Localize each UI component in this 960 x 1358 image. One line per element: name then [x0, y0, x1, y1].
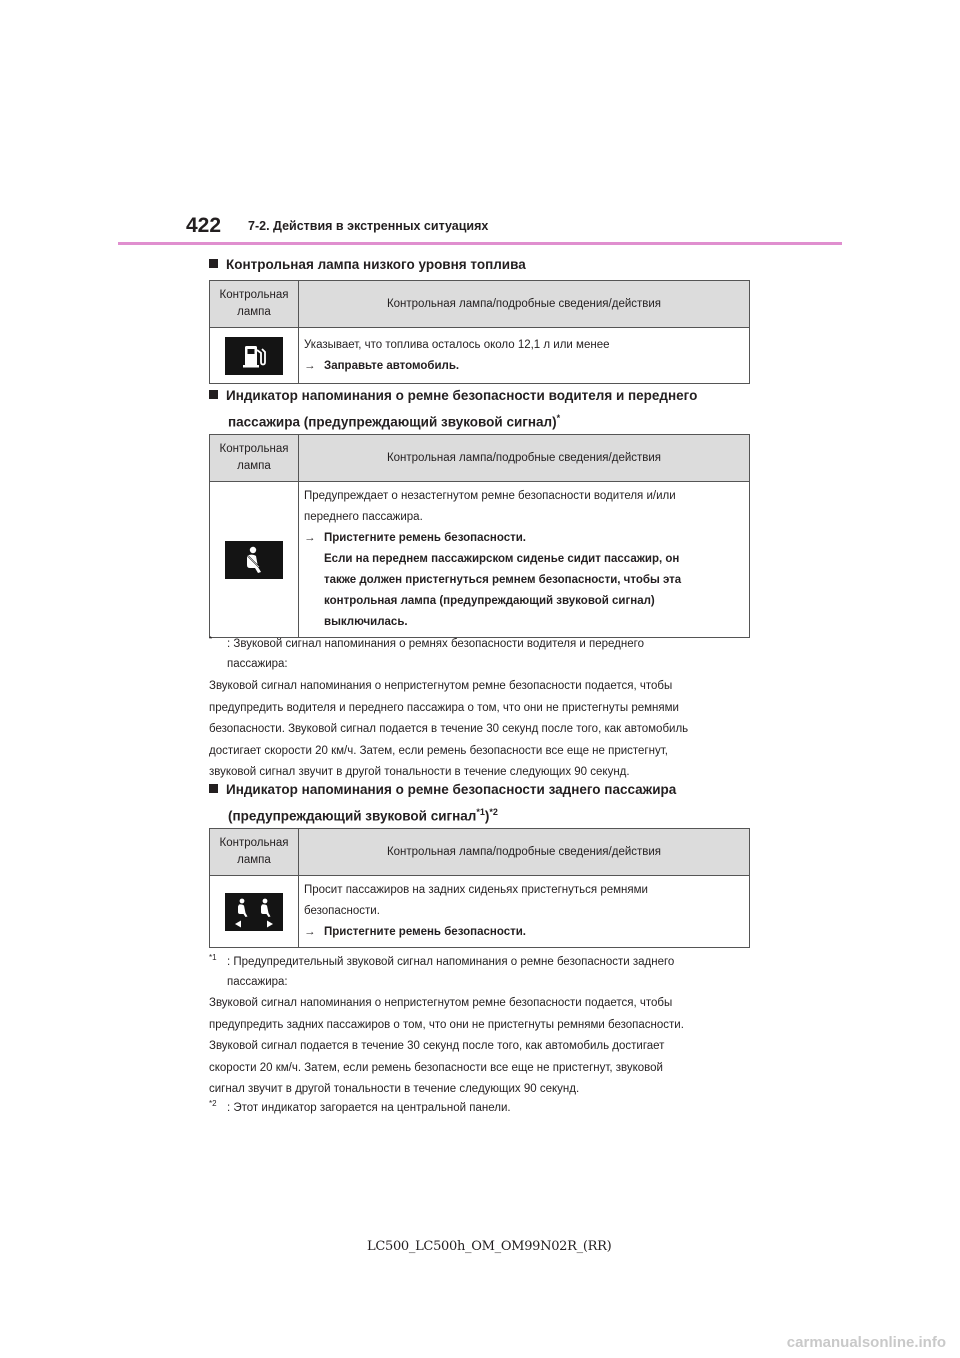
table-header-row	[210, 829, 750, 876]
section-title-front-belt: Индикатор напоминания о ремне безопасности водителя и переднего пассажира (предупреждающий звуковой сигнал)*	[209, 385, 697, 434]
col-header-details: Контрольная лампа/подробные сведения/действия	[299, 435, 750, 482]
front-belt-paragraph: Звуковой сигнал напоминания о непристегнутом ремне безопасности подается, чтобы предупредить водителя и переднего пассажира о том, что они не пристегнуты ремнями безопасности. Звуковой сигнал подается в течение 30 секунд после того, как автомобиль достигает скорости 20 км/ч. Затем, если ремень безопасности все еще не пристегнут, звуковой сигнал звучит в другой тональности в течение следующих 90 секунд.	[209, 680, 689, 778]
col-header-lamp: Контрольная лампа	[210, 281, 299, 328]
rear-seatbelt-icon	[225, 893, 283, 931]
rear-belt-lamp-table	[209, 828, 750, 948]
document-code-footer: LC500_LC500h_OM_OM99N02R_(RR)	[367, 1239, 612, 1254]
section-title-rear-belt: Индикатор напоминания о ремне безопасности заднего пассажира (предупреждающий звуковой сигнал$^{*1}$)$^{*2}$	[209, 779, 676, 828]
rear-belt-paragraph: Звуковой сигнал напоминания о непристегнутом ремне безопасности подается, чтобы предупредить задних пассажиров о том, что они не пристегнуты ремнями безопасности. Звуковой сигнал подается в течение 30 секунд после того, как автомобиль достигает скорости 20 км/ч. Затем, если ремень безопасности все еще не пристегнут, звуковой сигнал звучит в другой тональности в течение следующих 90 секунд.	[209, 997, 684, 1095]
front-belt-action: → Пристегните ремень безопасности. Если на переднем пассажирском сиденье сидит пассажир, он также должен пристегнуться ремнем безопасности, чтобы эта контрольная лампа (предупреждающий звуковой сигнал) выключилась.	[304, 528, 743, 633]
rear-belt-description: Просит пассажиров на задних сиденьях пристегнуться ремнями безопасности.	[304, 884, 648, 917]
watermark: carmanualsonline.info	[786, 1334, 946, 1351]
col-header-details: Контрольная лампа/подробные сведения/действия	[299, 281, 750, 328]
arrow-icon: →	[304, 926, 316, 938]
fuel-lamp-table	[209, 280, 750, 384]
table-row	[210, 876, 750, 948]
col-header-lamp: Контрольная лампа	[210, 829, 299, 876]
col-header-lamp: Контрольная лампа	[210, 435, 299, 482]
front-belt-description: Предупреждает о незастегнутом ремне безопасности водителя и/или переднего пассажира.	[304, 490, 676, 523]
table-header-row	[210, 281, 750, 328]
fuel-pump-icon	[225, 337, 283, 375]
rear-belt-action: → Пристегните ремень безопасности.	[304, 922, 743, 943]
table-row	[210, 482, 750, 638]
table-row	[210, 328, 750, 384]
fuel-action: → Заправьте автомобиль.	[304, 356, 743, 377]
page-number: 422	[186, 214, 222, 237]
col-header-details: Контрольная лампа/подробные сведения/действия	[299, 829, 750, 876]
footnote-rear-belt-1: $^{*1}$ : Предупредительный звуковой сигнал напоминания о ремне безопасности заднего пассажира:	[209, 953, 675, 988]
square-bullet-icon	[209, 390, 218, 399]
footnote-rear-belt-2: $^{*2}$ : Этот индикатор загорается на центральной панели.	[209, 1099, 511, 1114]
front-belt-lamp-table	[209, 434, 750, 638]
header-divider	[118, 242, 842, 245]
section-title-fuel: Контрольная лампа низкого уровня топлива	[209, 254, 526, 276]
chapter-title: 7-2. Действия в экстренных ситуациях	[248, 219, 489, 233]
footnote-front-belt: * : Звуковой сигнал напоминания о ремнях безопасности водителя и переднего пассажира:	[209, 635, 644, 670]
arrow-icon: →	[304, 359, 316, 372]
table-header-row	[210, 435, 750, 482]
fuel-description: Указывает, что топлива осталось около 12,1 л или менее	[304, 338, 610, 351]
square-bullet-icon	[209, 259, 218, 268]
square-bullet-icon	[209, 784, 218, 793]
seatbelt-icon	[225, 541, 283, 579]
arrow-icon: →	[304, 532, 316, 544]
